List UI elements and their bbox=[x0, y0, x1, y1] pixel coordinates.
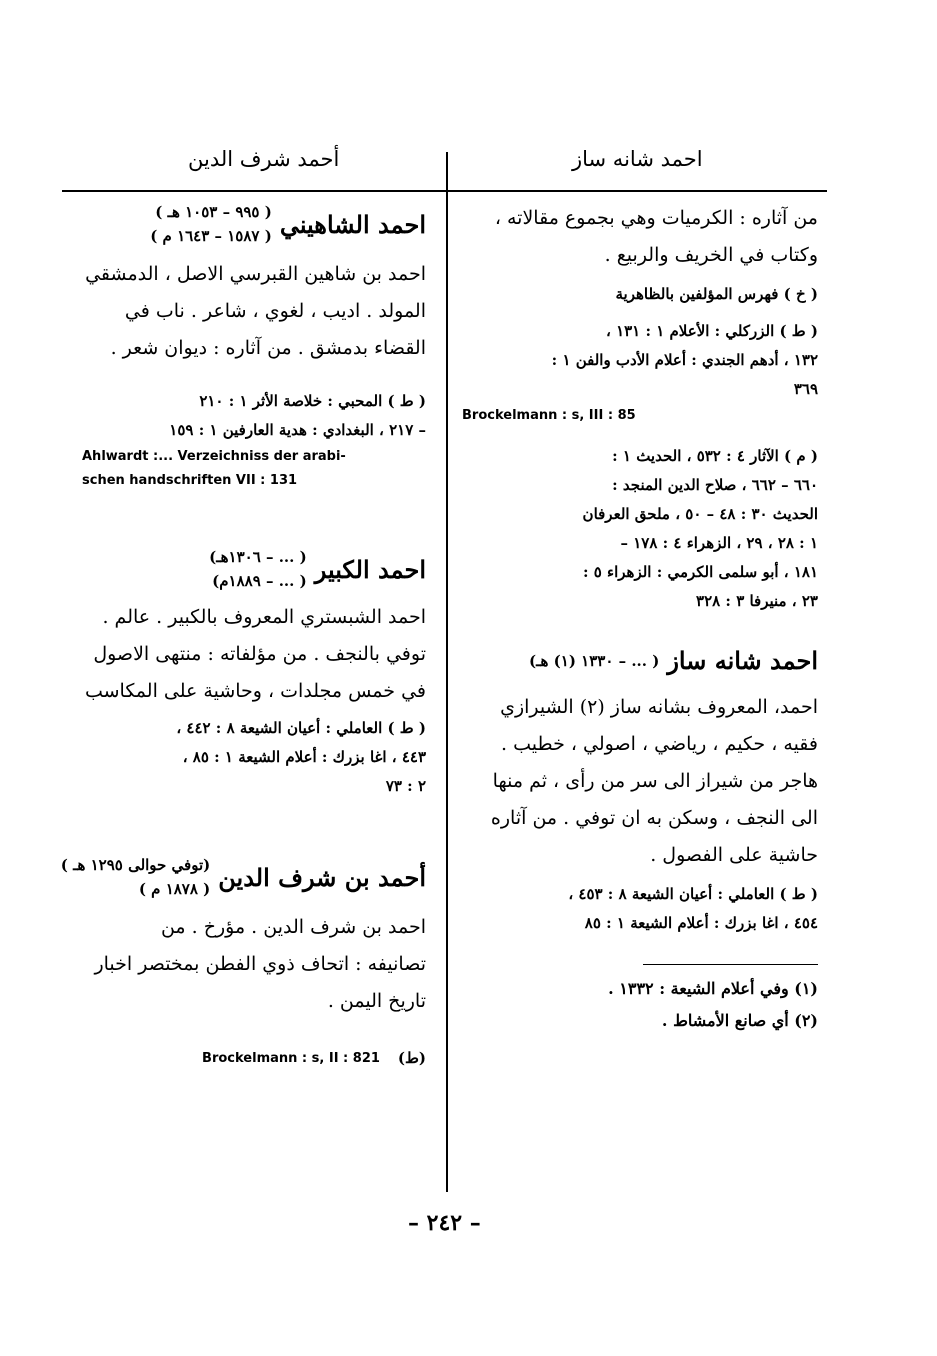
entry-dates: (توفي حوالى ١٢٩٥ هـ ) ( ١٨٧٨ م ) bbox=[60, 856, 211, 898]
reference-line: ٦٦٠ – ٦٦٢ ، صلاح الدين المنجد : bbox=[612, 476, 818, 494]
reference-line: ١٣٢ ، أدهم الجندي : أعلام الأدب والفن ١ : bbox=[551, 351, 818, 369]
source-line bbox=[82, 1044, 426, 1073]
ahlwardt-ref: Ahlwardt :... Verzeichniss der arabi- bbox=[82, 449, 346, 464]
entry-name: احمد الكبير bbox=[314, 554, 426, 584]
entry-body-line: هاجر من شيراز الى سر من رأى ، ثم منها bbox=[492, 770, 818, 792]
entry-dates: ( ٩٩٥ – ١٠٥٣ هـ ) ( ١٥٨٧ – ١٦٤٣ م ) bbox=[150, 203, 272, 245]
ahlwardt-ref: schen handschriften VII : 131 bbox=[82, 473, 298, 488]
reference-line: ١ : ٢٨ ، ٢٩ ، الزهراء ٤ : ١٧٨ – bbox=[620, 534, 818, 552]
footnote: (١) وفي أعلام الشيعة : ١٣٣٢ . bbox=[608, 979, 818, 998]
reference-line: ٤٥٤ ، اغا بزرك : أعلام الشيعة ١ : ٨٥ bbox=[584, 914, 818, 932]
reference-line: – ٢١٧ ، البغدادي : هدية العارفين ١ : ١٥٩ bbox=[169, 421, 426, 439]
continuation-line: من آثاره : الكرميات وهي بجموع مقالاته ، bbox=[494, 207, 818, 229]
reference-line: ٣٦٩ bbox=[793, 380, 818, 398]
reference-line: ١٨١ ، أبو سلمى الكرمي : الزهراء ٥ : bbox=[583, 563, 818, 581]
entry-heading bbox=[462, 646, 818, 675]
column-divider bbox=[446, 152, 448, 1192]
entry-body-line: تاريخ اليمن . bbox=[327, 990, 426, 1012]
entry-body-line: في خمس مجلدات ، وحاشية على المكاسب bbox=[84, 680, 426, 702]
entry-heading bbox=[60, 853, 426, 901]
brockelmann-ref: Brockelmann : s, II : 821 bbox=[202, 1050, 380, 1066]
brockelmann-ref: Brockelmann : s, III : 85 bbox=[462, 408, 636, 423]
running-header-left: أحمد شرف الدين bbox=[188, 147, 340, 171]
entry-body-line: احمد بن شرف الدين . مؤرخ . من bbox=[160, 916, 426, 938]
reference-line: ٢٣ ، منيرفا ٣ : ٣٢٨ bbox=[696, 592, 818, 610]
reference-line: الحديث ٣٠ : ٤٨ – ٥٠ ، ملحق العرفان bbox=[582, 505, 818, 523]
page-number: – ٢٤٢ – bbox=[408, 1210, 481, 1236]
entry-body-line: احمد، المعروف بشانه ساز (٢) الشيرازي bbox=[500, 696, 818, 718]
entry-name: أحمد بن شرف الدين bbox=[218, 862, 426, 892]
entry-body-line: الى النجف ، وسكن به ان توفي . من آثاره bbox=[490, 807, 818, 829]
reference-line: ( م ) الآثار ٤ : ٥٣٢ ، الحديث ١ : bbox=[612, 447, 818, 465]
reference-line: ( ط ) المحبي : خلاصة الأثر ١ : ٢١٠ bbox=[199, 392, 426, 410]
entry-body-line: القضاء بدمشق . من آثاره : ديوان شعر . bbox=[110, 337, 426, 359]
entry-name: احمد شانه ساز bbox=[667, 646, 818, 675]
source-kh: ( خ ) فهرس المؤلفين بالظاهرية bbox=[615, 285, 818, 303]
entry-body-line: احمد الشبستري المعروف بالكبير . عالم . bbox=[102, 606, 426, 628]
entry-dates: ( ... – ١٣٠٦هـ) ( ... – ١٨٨٩م) bbox=[209, 548, 307, 590]
entry-body-line: توفي بالنجف . من مؤلفاته : منتهى الاصول bbox=[93, 643, 426, 665]
running-header-right: احمد شانه ساز bbox=[572, 147, 703, 171]
header-rule bbox=[62, 190, 827, 192]
reference-line: ( ط ) الزركلي : الأعلام ١ : ١٣١ ، bbox=[605, 322, 818, 340]
entry-dates: ( ... – ١٣٣٠ (١) هـ) bbox=[529, 651, 660, 670]
footnote-rule bbox=[643, 964, 818, 965]
entry-body-line: فقيه ، حكيم ، رياضي ، اصولي ، خطيب . bbox=[501, 733, 818, 755]
entry-name: احمد الشاهيني bbox=[279, 209, 426, 239]
entry-body-line: حاشية على الفصول . bbox=[650, 844, 818, 866]
right-column bbox=[462, 200, 818, 1037]
reference-line: ٢ : ٧٣ bbox=[385, 777, 426, 795]
reference-line: ٤٤٣ ، اغا بزرك : أعلام الشيعة ١ : ٨٥ ، bbox=[182, 748, 426, 766]
entry-heading bbox=[82, 200, 426, 248]
continuation-line: وكتاب في الخريف والربيع . bbox=[604, 244, 818, 266]
entry-body-line: المولد . اديب ، لغوي ، شاعر . ناب في bbox=[124, 300, 426, 322]
entry-body-line: تصانيفه : اتحاف ذوي الفطن بمختصر اخبار bbox=[94, 953, 426, 975]
source-t: (ط) bbox=[397, 1049, 426, 1067]
entry-body-line: احمد بن شاهين القبرسي الاصل ، الدمشقي bbox=[85, 263, 426, 285]
footnote: (٢) أي صانع الأمشاط . bbox=[661, 1011, 818, 1030]
entry-heading bbox=[82, 545, 426, 593]
reference-line: ( ط ) العاملي : أعيان الشيعة ٨ : ٤٥٣ ، bbox=[568, 885, 818, 903]
reference-line: ( ط ) العاملي : أعيان الشيعة ٨ : ٤٤٢ ، bbox=[176, 719, 426, 737]
left-column bbox=[60, 200, 426, 1073]
